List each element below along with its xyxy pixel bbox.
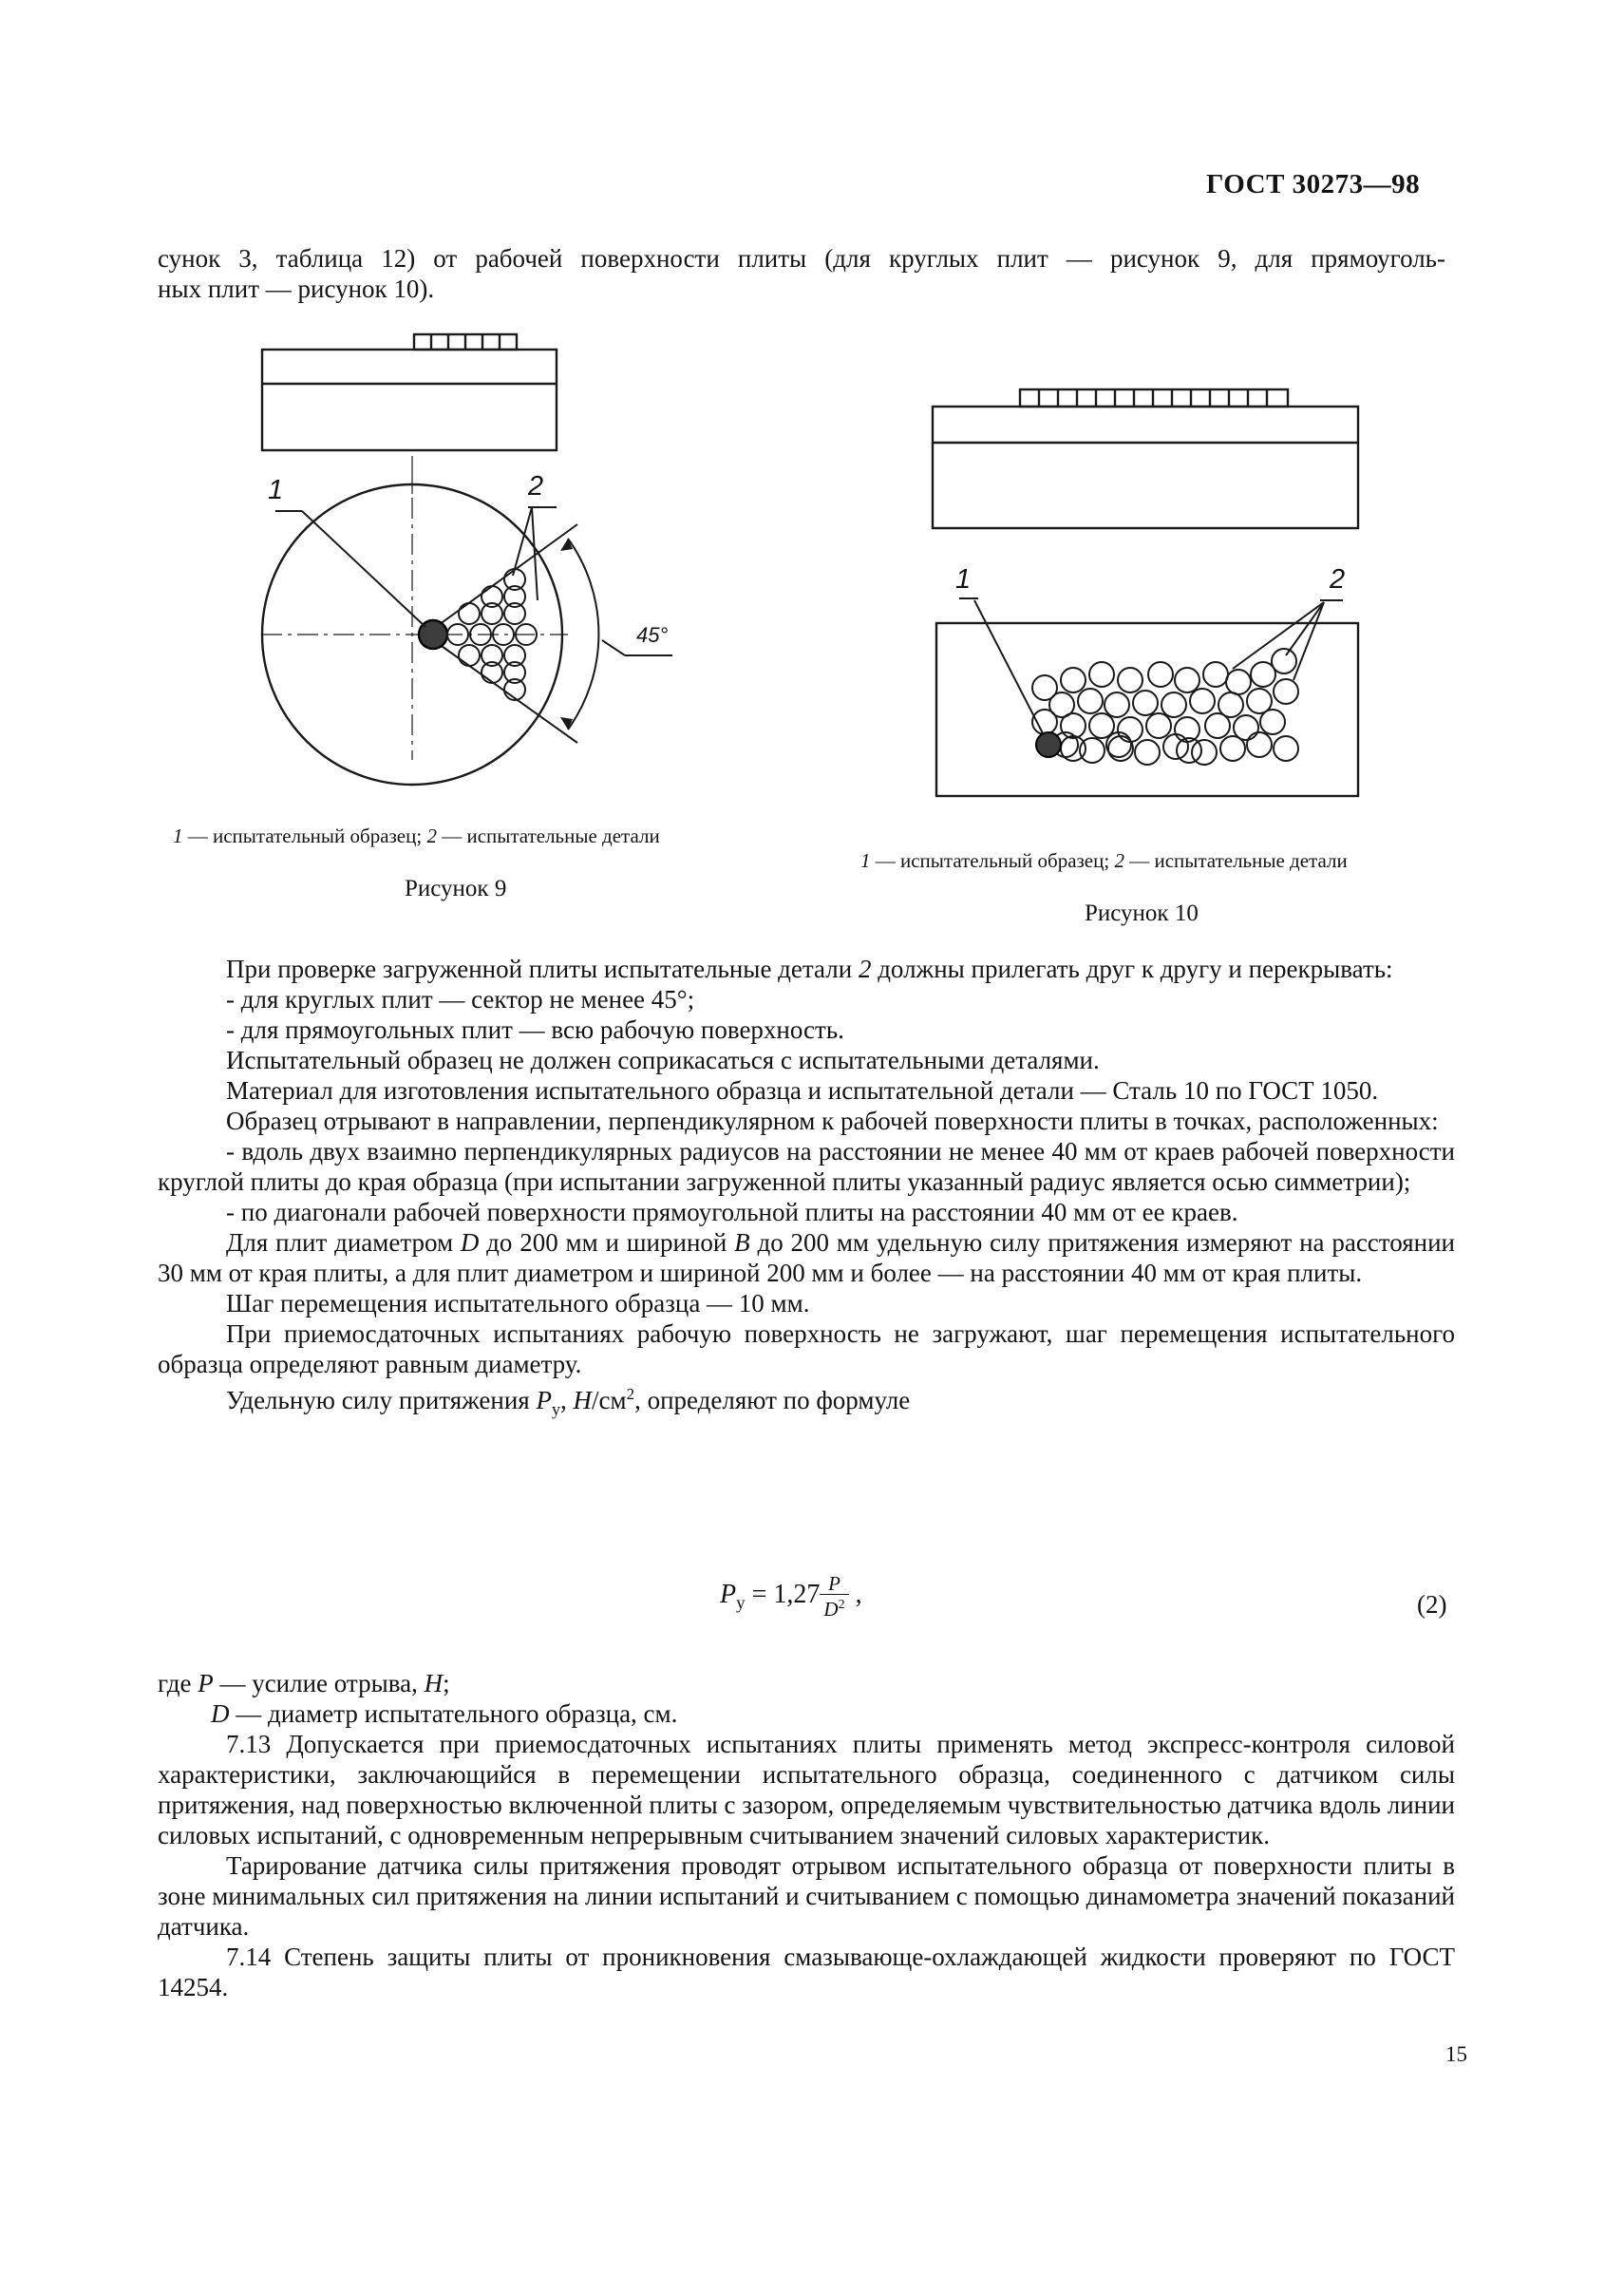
paragraph-distance: Для плит диаметром D до 200 мм и шириной B до 200 мм удельную силу притяжения измеряют на расстоянии 30 мм от края плиты, а для плит диаметром и шириной 200 мм и более — на расстоянии 40 мм от края плиты. (158, 1228, 1455, 1287)
figure9-marker-2: 2 (528, 471, 544, 502)
section-7-13-text: 7.13 Допускается при приемосдаточных испытаниях плиты применять метод экспресс-контроля силовой характеристики, заключающийся в перемещении испытательного образца, соединенного с датчиком силы притяжения, над поверхностью включенной плиты с зазором, определяемым чувствительностью датчика вдоль линии силовых испытаний, с одновременным непрерывным считыванием значений силовых характеристик. (158, 1730, 1455, 1849)
figure10-test-specimen (1036, 732, 1061, 757)
figure10-legend-num-2: 2 (1114, 849, 1124, 872)
figure9-legend-num-2: 2 (426, 825, 437, 847)
page-number: 15 (1445, 2042, 1467, 2066)
formula-fraction: $\frac{P}{D^2}$ (820, 1573, 848, 1620)
formula-number: (2) (1417, 1590, 1447, 1619)
paragraph-force-formula-intro: Удельную силу притяжения $P_у$, $Н/см^2$, определяют по формуле (226, 1385, 911, 1419)
where-d: D — диаметр испытательного образца, см. (211, 1699, 678, 1728)
figure10-marker-2: 2 (1330, 564, 1346, 595)
figure9-title: Рисунок 9 (405, 876, 507, 901)
figure9-marker-1: 1 (268, 475, 284, 505)
paragraph-diagonal: - по диагонали рабочей поверхности прямоугольной плиты на расстоянии 40 мм от ее краев. (226, 1198, 1238, 1226)
figure10-legend (860, 849, 1348, 873)
paragraph-no-contact: Испытательный образец не должен соприкасаться с испытательными деталями. (226, 1046, 1100, 1074)
paragraph-acceptance: При приемосдаточных испытаниях рабочую поверхность не загружают, шаг перемещения испытательного образца определяют равным диаметру. (158, 1319, 1455, 1378)
paragraph-rect-plates: - для прямоугольных плит — всю рабочую поверхность. (226, 1015, 844, 1044)
figure9-angle-label: 45° (636, 623, 669, 647)
paragraph-loaded-plate: При проверке загруженной плиты испытательные детали 2 должны прилегать друг к другу и перекрывать: (226, 955, 1393, 983)
paragraph-material: Материал для изготовления испытательного образца и испытательной детали — Сталь 10 по ГОСТ 1050. (226, 1076, 1379, 1105)
paragraph-round-plates: - для круглых плит — сектор не менее 45°; (226, 985, 695, 1014)
figure10-legend-num-1: 1 (860, 849, 871, 872)
intro-line-1: сунок 3, таблица 12) от рабочей поверхности плиты (для круглых плит — рисунок 9, для прямоуголь- (158, 244, 1445, 273)
figure10-legend-text-2: — испытательные детали (1124, 849, 1348, 872)
section-7-13-calibration: Тарирование датчика силы притяжения проводят отрывом испытательного образца от поверхности плиты в зоне минимальных сил притяжения на линии испытаний и считыванием с помощью динамометра значений показаний датчика. (158, 1851, 1456, 1941)
figure10-marker-1: 1 (955, 564, 972, 595)
paragraph-radii: - вдоль двух взаимно перпендикулярных радиусов на расстоянии не менее 40 мм от краев рабочей поверхности круглой плиты до края образца (при испытании загруженной плиты указанный радиус является осью симметрии); (158, 1137, 1455, 1196)
figure9-legend-text-2: — испытательные детали (436, 825, 660, 847)
figure10-plate-side (933, 407, 1358, 528)
figure10-legend-text-1: — испытательный образец; (870, 849, 1115, 872)
paragraph-step: Шаг перемещения испытательного образца — 10 мм. (226, 1289, 810, 1318)
section-7-14-text: 7.14 Степень защиты плиты от проникновения смазывающе-охлаждающей жидкости проверяют по ГОСТ 14254. (158, 1943, 1455, 2001)
figure10-title: Рисунок 10 (1085, 901, 1199, 926)
figure9-legend-num-1: 1 (173, 825, 183, 847)
where-p: где P — усилие отрыва, Н; (158, 1669, 450, 1697)
body-text (158, 954, 1455, 1424)
paragraph-pull-off: Образец отрывают в направлении, перпендикулярном к рабочей поверхности плиты в точках, расположенных: (226, 1107, 1439, 1135)
figure10-test-parts (1032, 649, 1298, 765)
intro-line-2: ных плит — рисунок 10). (158, 275, 435, 303)
document-code: ГОСТ 30273—98 (1206, 169, 1421, 199)
figure9-legend-text-1: — испытательный образец; (182, 825, 427, 847)
section-7-13 (158, 1729, 1455, 2002)
formula-2: $P_у = 1,27$ $\frac{P}{D^2}$ , (720, 1572, 862, 1621)
